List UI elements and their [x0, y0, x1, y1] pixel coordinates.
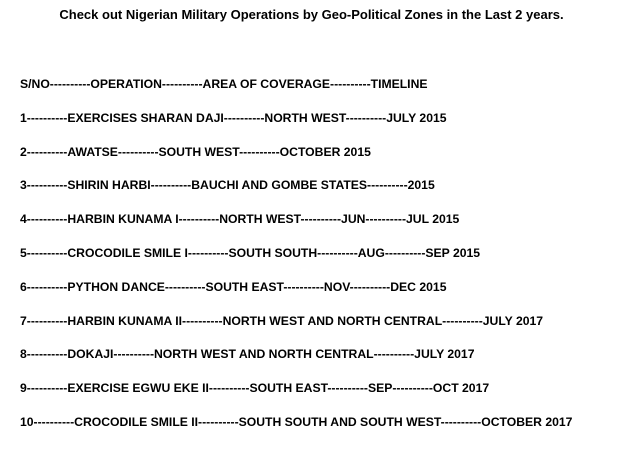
operation-row-2: 2----------AWATSE----------SOUTH WEST----------OCTOBER 2015	[20, 145, 371, 159]
document-title: Check out Nigerian Military Operations by Geo-Political Zones in the Last 2 years.	[59, 7, 564, 22]
operation-row-6: 6----------PYTHON DANCE----------SOUTH EAST----------NOV----------DEC 2015	[20, 280, 447, 294]
operation-row-8: 8----------DOKAJI----------NORTH WEST AND NORTH CENTRAL----------JULY 2017	[20, 347, 475, 361]
operation-row-9: 9----------EXERCISE EGWU EKE II----------SOUTH EAST----------SEP----------OCT 2017	[20, 381, 490, 395]
operation-row-3: 3----------SHIRIN HARBI----------BAUCHI AND GOMBE STATES----------2015	[20, 178, 435, 192]
operation-row-5: 5----------CROCODILE SMILE I----------SOUTH SOUTH----------AUG----------SEP 2015	[20, 246, 481, 260]
operation-row-1: 1----------EXERCISES SHARAN DAJI----------NORTH WEST----------JULY 2015	[20, 111, 447, 125]
operation-row-7: 7----------HARBIN KUNAMA II----------NORTH WEST AND NORTH CENTRAL----------JULY 2017	[20, 314, 544, 328]
operation-row-4: 4----------HARBIN KUNAMA I----------NORTH WEST----------JUN----------JUL 2015	[20, 212, 460, 226]
operation-row-10: 10----------CROCODILE SMILE II----------SOUTH SOUTH AND SOUTH WEST----------OCTOBER 2017	[20, 415, 573, 429]
column-header-line: S/NO----------OPERATION----------AREA OF COVERAGE----------TIMELINE	[20, 77, 428, 91]
